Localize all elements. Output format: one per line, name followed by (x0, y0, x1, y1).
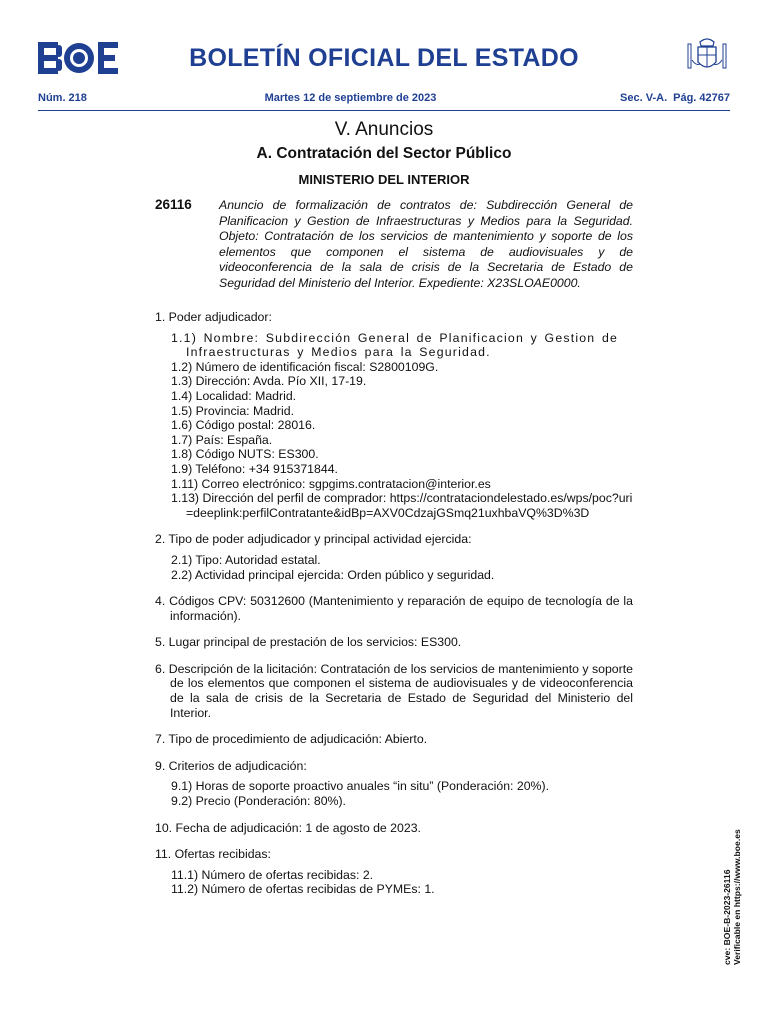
list-item: 1.9) Teléfono: +34 915371844. (171, 461, 338, 476)
page-number: Pág. 42767 (673, 92, 730, 104)
section-page (614, 92, 730, 104)
section-7: 7. Tipo de procedimiento de adjudicación: Abierto. (155, 732, 428, 747)
page-title: BOLETÍN OFICIAL DEL ESTADO (189, 44, 579, 72)
section-5: 5. Lugar principal de prestación de los servicios: ES300. (155, 635, 462, 650)
document-body (155, 310, 633, 909)
verification-sidebar (722, 815, 742, 965)
list-item: 1.1) Nombre: Subdirección General de Planificacion y Gestion de Infraestructuras y Medios para la Seguridad. (171, 330, 619, 360)
section-10: 10. Fecha de adjudicación: 1 de agosto de 2023. (155, 820, 421, 835)
section-1 (155, 310, 633, 520)
list-item: 1.11) Correo electrónico: sgpgims.contratacion@interior.es (171, 476, 491, 491)
buyer-profile-link[interactable]: 1.13) Dirección del perfil de comprador: https://contrataciondelestado.es/wps/poc?uri=deeplink:perfilContratante&idBp=AXV0CdzajGSmq21uxhbaVQ%3D%3D (171, 491, 633, 520)
issue-number: Núm. 218 (38, 92, 87, 104)
section-title: 2. Tipo de poder adjudicador y principal actividad ejercida: (155, 532, 472, 547)
list-item: 1.3) Dirección: Avda. Pío XII, 17-19. (171, 374, 367, 389)
announcement-number: 26116 (155, 197, 192, 212)
list-item: 1.4) Localidad: Madrid. (171, 388, 297, 403)
list-item: 11.2) Número de ofertas recibidas de PYMEs: 1. (171, 882, 435, 897)
section-title: 9. Criterios de adjudicación: (155, 758, 307, 773)
header-divider (38, 110, 730, 111)
list-item: 1.5) Provincia: Madrid. (171, 403, 295, 418)
announcement-summary: Anuncio de formalización de contratos de: Subdirección General de Planificacion y Gestion de Infraestructuras y Medios para la Seguridad. Objeto: Contratación de los servicios de mantenimiento y soporte de los elementos que componen el sistema de audiovisuales y de videoconferencia de la sala de crisis de la Secretaria de Estado de Seguridad del Ministerio del Interior. Expediente: X23SLOAE0000. (219, 198, 633, 290)
section-4: 4. Códigos CPV: 50312600 (Mantenimiento y reparación de equipo de tecnología de la información). (155, 594, 633, 623)
list-item: 1.6) Código postal: 28016. (171, 418, 316, 433)
list-item: 9.1) Horas de soporte proactivo anuales “in situ” (Ponderación: 20%). (171, 779, 549, 794)
list-item: 11.1) Número de ofertas recibidas: 2. (171, 867, 374, 882)
list-item: 2.1) Tipo: Autoridad estatal. (171, 552, 321, 567)
issue-date: Martes 12 de septiembre de 2023 (264, 92, 437, 104)
part-heading: V. Anuncios (334, 119, 434, 140)
issue-meta (38, 92, 730, 104)
section-11 (155, 847, 633, 897)
section-label: Sec. V-A. (620, 92, 668, 104)
list-item: 2.2) Actividad principal ejercida: Orden público y seguridad. (171, 567, 495, 582)
subpart-heading: A. Contratación del Sector Público (256, 145, 512, 162)
section-title: 1. Poder adjudicador: (155, 310, 272, 324)
section-title: 11. Ofertas recibidas: (155, 847, 271, 862)
verify-link[interactable]: Verificable en https://www.boe.es (732, 829, 742, 965)
section-9 (155, 759, 633, 809)
ministry-heading: MINISTERIO DEL INTERIOR (298, 172, 470, 187)
list-item: 1.7) País: España. (171, 432, 273, 447)
cve-code: cve: BOE-B-2023-26116 (722, 869, 732, 965)
list-item: 1.8) Código NUTS: ES300. (171, 447, 319, 462)
section-6: 6. Descripción de la licitación: Contratación de los servicios de mantenimiento y soporte de los elementos que componen el sistema de audiovisuales y de videoconferencia de la sala de crisis de la Secretaria de Estado de Seguridad del Ministerio del Interior. (155, 661, 633, 720)
section-2 (155, 532, 633, 582)
coat-of-arms-icon (686, 36, 728, 76)
list-item: 1.2) Número de identificación fiscal: S2800109G. (171, 359, 439, 374)
list-item: 9.2) Precio (Ponderación: 80%). (171, 794, 346, 809)
